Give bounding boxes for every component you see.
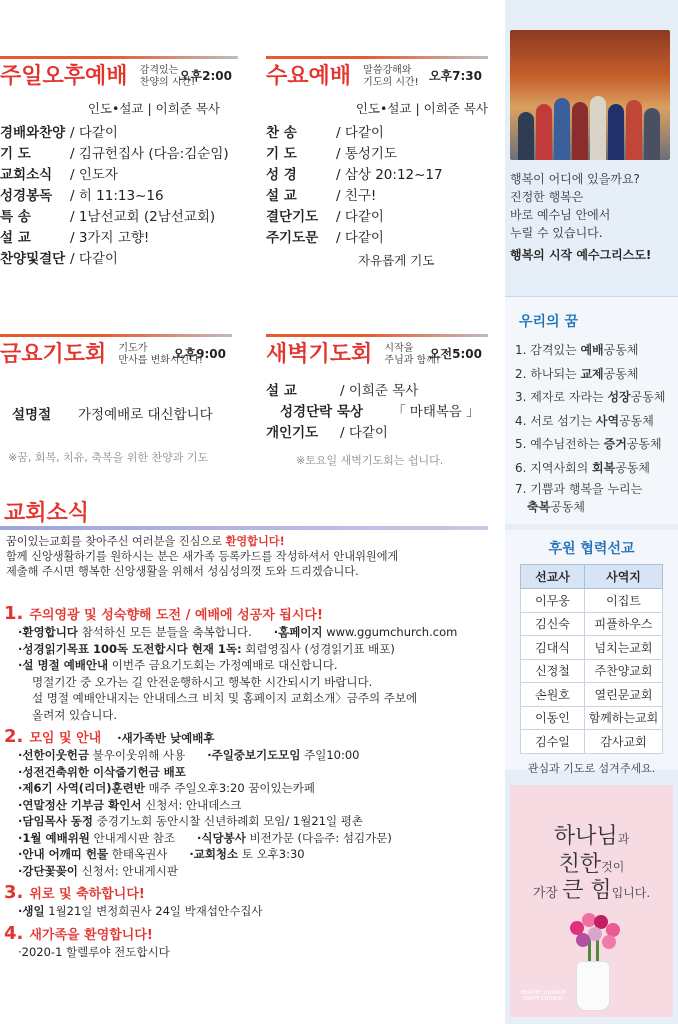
wednesday-subtitle-line1: 말씀강해와 (363, 65, 412, 76)
card-word-with: 과 (617, 832, 630, 846)
sunday-order-row (0, 228, 238, 249)
card-word-god: 하나님 (553, 824, 618, 849)
dawn-order-row (266, 402, 488, 423)
sunday-title: 주일오후예배 (0, 64, 128, 89)
dream-item-prefix: 6. 지역사회의 (515, 460, 593, 475)
sunday-order-row (0, 123, 238, 144)
dream-item-keyword: 사역 (595, 413, 620, 428)
our-dream-box (505, 296, 678, 524)
news-item-extra: ·새가족반 낮예배후 (117, 731, 215, 745)
missionary-name: 손원호 (521, 683, 585, 707)
mission-table-header (521, 565, 663, 589)
news-line (4, 624, 502, 641)
news-item-title: 새가족을 환영합니다! (29, 927, 153, 943)
news-line-label-2: ·주일중보기도모임 (207, 748, 301, 762)
sunday-subtitle-line1: 감격있는 (139, 65, 179, 76)
mission-location: 감사교회 (585, 730, 663, 754)
card-word-is: 입니다. (611, 886, 651, 900)
sunday-order-key: 성경봉독 (0, 188, 53, 204)
dream-item (505, 433, 678, 457)
sunday-leader: 인도•설교 | 이희준 목사 (87, 101, 220, 116)
dream-item (505, 339, 678, 363)
dawn-order-value: / 다같이 (340, 425, 388, 441)
mission-title: 후원 협력선교 (548, 541, 635, 557)
wednesday-order-row (266, 228, 488, 249)
welcome-line3: 제출해 주시면 행복한 신앙생활을 위해서 성심성의껏 도와 드리겠습니다. (6, 565, 359, 578)
dream-item (505, 457, 678, 481)
missionary-name: 김대식 (521, 636, 585, 660)
news-line-text: 한태옥권사 (108, 847, 168, 861)
friday-subtitle-line2: 만사를 변화시킨다! (118, 355, 203, 366)
friday-note: ※꿈, 회복, 치유, 축복을 위한 찬양과 기도 (8, 451, 209, 464)
dream-item-suffix: 공동체 (603, 366, 639, 381)
missionary-name: 김수일 (521, 730, 585, 754)
news-header-bar (0, 526, 488, 530)
sunday-order-value: / 3가지 고향! (70, 230, 150, 246)
wednesday-subtitle-line2: 기도의 시간! (363, 77, 419, 88)
news-line (4, 813, 502, 830)
wednesday-order-row (266, 186, 488, 207)
dawn-subtitle-line2: 주님과 함께! (384, 355, 440, 366)
news-line (4, 797, 502, 814)
mission-footer: 관심과 기도로 섬겨주세요. (527, 761, 656, 775)
news-line-text: 참석하신 모든 분들을 축복합니다. (77, 625, 252, 639)
news-line-text: 신청서: 안내데스크 (141, 797, 242, 812)
sunday-order-value: / 히 11:13~16 (70, 188, 164, 204)
missionary-name: 신정철 (521, 659, 585, 683)
sunday-order-key: 기 도 (0, 146, 31, 162)
dream-item-keyword: 성장 (607, 390, 631, 404)
mission-row (521, 683, 663, 707)
sunday-order-value: / 다같이 (70, 125, 118, 141)
mission-row (521, 706, 663, 730)
news-line (4, 846, 502, 863)
news-line-label-2: ·식당봉사 (197, 830, 246, 845)
wednesday-order-row (266, 207, 488, 228)
mission-location: 함께하는교회 (585, 706, 663, 730)
sunday-header-bar (0, 56, 238, 59)
news-items (4, 600, 502, 960)
sunday-order-key: 찬양및결단 (0, 251, 66, 267)
news-item-heading (4, 923, 502, 944)
news-line (4, 747, 502, 764)
mission-location: 열린문교회 (585, 683, 663, 707)
news-line-label: ·1월 예배위원 (18, 830, 90, 845)
news-line-continued: 올려져 있습니다. (32, 707, 118, 722)
card-small-text (510, 990, 576, 1002)
mission-row (521, 612, 663, 636)
wednesday-order-value: / 친구! (336, 188, 377, 204)
news-line-text: 이번주 금요기도회는 가정예배로 대신합니다. (108, 658, 338, 672)
card-word-most: 가장 (532, 886, 563, 901)
news-line-text: 안내게시판 참조 (89, 830, 175, 845)
missionary-name: 이동인 (521, 706, 585, 730)
dawn-order-value: / 이희준 목사 (340, 383, 419, 399)
dawn-time: 오전5:00 (428, 347, 482, 361)
card-small-line2: HAPPY CHURCH (523, 996, 563, 1002)
mission-location: 피플하우스 (585, 612, 663, 636)
sunday-order-row (0, 207, 238, 228)
happiness-bold: 행복의 시작 예수그리스도! (510, 248, 652, 262)
wednesday-order-row (266, 123, 488, 144)
dawn-subtitle-line1: 시작을 (384, 343, 414, 354)
dream-item-prefix: 1. 감격있는 (515, 343, 581, 357)
dream-item-keyword: 축복 (527, 500, 551, 514)
wednesday-service-section (266, 56, 488, 269)
dream-item-suffix: 공동체 (619, 413, 654, 428)
dream-item (505, 498, 678, 516)
wednesday-order-key: 기 도 (266, 146, 297, 162)
news-line-text: 매주 주일오후3:20 꿈이있는카페 (144, 781, 315, 795)
dawn-order-row (266, 381, 488, 402)
dream-item-keyword: 교제 (580, 366, 604, 381)
news-line-continued: 설 명절 예배안내지는 안내데스크 비치 및 홈페이지 교회소개〉금주의 주보에 (32, 691, 418, 705)
news-line-text: 중경기노회 동안시찰 신년하례회 모임/ 1월21일 평촌 (93, 814, 363, 828)
news-line-label: ·연말정산 기부금 확인서 (18, 797, 142, 812)
dream-title: 우리의 꿈 (519, 314, 578, 330)
wednesday-order-key: 성 경 (266, 167, 297, 183)
dream-item (505, 480, 678, 498)
mission-location: 넘치는교회 (585, 636, 663, 660)
vase-icon (576, 961, 610, 1011)
card-word-power: 큰 힘 (562, 878, 612, 903)
happiness-line2: 진정한 행복은 (510, 190, 584, 204)
welcome-text (6, 534, 496, 579)
news-line-text: 1월21일 변정희권사 24일 박재섭안수집사 (44, 904, 263, 918)
wednesday-order-value: / 다같이 (336, 125, 384, 141)
wednesday-order-row (266, 165, 488, 186)
news-line (4, 657, 502, 674)
news-line (4, 780, 502, 797)
dream-item (505, 386, 678, 410)
happiness-line1: 행복이 어디에 있을까요? (510, 172, 640, 186)
wednesday-order-value: / 다같이 (336, 209, 384, 225)
mission-row (521, 730, 663, 754)
dawn-order-key: 개인기도 (266, 425, 319, 441)
dawn-order-key: 성경단락 묵상 (280, 404, 363, 420)
sunday-order-row (0, 249, 238, 270)
news-item-title: 모임 및 안내 (29, 731, 102, 746)
news-item-heading (4, 882, 502, 903)
news-line (4, 830, 502, 847)
dream-item (505, 410, 678, 434)
welcome-line2: 함께 신앙생활하기를 원하시는 분은 새가족 등록카드를 작성하셔서 안내위원에게 (6, 550, 399, 563)
dream-item-keyword: 예배 (580, 343, 604, 357)
news-line-label-2: ·홈페이지 (273, 625, 323, 639)
card-word-close: 친한 (558, 852, 602, 877)
friday-row-key: 설명절 (12, 407, 52, 423)
dream-item-prefix: 3. 제자로 자라는 (515, 390, 608, 404)
dream-item-keyword: 증거 (603, 437, 627, 451)
dream-item-prefix: 4. 서로 섬기는 (515, 413, 596, 428)
dream-item-suffix: 공동체 (550, 500, 585, 514)
card-small-line1: HEALTHY CHURCH (520, 990, 566, 996)
news-line (4, 903, 502, 920)
news-line-label: ·성경읽기목표 100독 도전합시다 현재 1독: (18, 641, 242, 656)
sunday-order-value: / 다같이 (70, 251, 118, 267)
happiness-message (510, 170, 675, 264)
news-item-number: 1. (4, 603, 24, 624)
news-item-number: 3. (4, 882, 24, 903)
news-line-text-2: www.ggumchurch.com (322, 625, 458, 639)
happiness-line3: 바로 예수님 안에서 (510, 208, 611, 222)
sunday-order-value: / 인도자 (70, 167, 118, 183)
wednesday-order-key: 주기도문 (266, 230, 319, 246)
sunday-order-key: 특 송 (0, 209, 31, 225)
news-line-text: 불우이웃위해 사용 (89, 748, 186, 762)
wednesday-order-key: 결단기도 (266, 209, 319, 225)
mission-row (521, 636, 663, 660)
sunday-order-key: 교회소식 (0, 167, 53, 183)
dream-item-suffix: 공동체 (630, 390, 666, 404)
friday-time: 오후9:00 (172, 347, 226, 361)
missionary-name: 이무웅 (521, 589, 585, 613)
news-line-text-2: 주일10:00 (300, 748, 360, 762)
news-line-label: ·선한이웃헌금 (18, 748, 90, 762)
happiness-line4: 누릴 수 있습니다. (510, 226, 603, 240)
mission-table (520, 564, 663, 754)
mission-location: 주찬양교회 (585, 659, 663, 683)
friday-subtitle-line1: 기도가 (118, 343, 148, 354)
dream-item-prefix: 2. 하나되는 (515, 366, 581, 381)
card-word-being: 것이 (601, 860, 625, 874)
dawn-header-bar (266, 334, 488, 337)
news-item-heading (4, 603, 502, 624)
wednesday-free-prayer: 자유롭게 기도 (358, 253, 435, 268)
news-title: 교회소식 (4, 501, 90, 526)
sunday-service-section (0, 56, 238, 270)
sunday-order-key: 설 교 (0, 230, 31, 246)
wednesday-leader: 인도•설교 | 이희준 목사 (355, 101, 488, 116)
wednesday-order-key: 설 교 (266, 188, 297, 204)
dawn-order-key: 설 교 (266, 383, 297, 399)
news-item-heading (4, 726, 502, 747)
friday-row (0, 403, 232, 423)
welcome-highlight: 환영합니다! (225, 535, 285, 548)
sunday-order-key: 경배와찬양 (0, 125, 66, 141)
wednesday-order-key: 찬 송 (266, 125, 297, 141)
sunday-order-list (0, 123, 238, 270)
location-col-header: 사역지 (585, 565, 663, 589)
wednesday-title: 수요예배 (266, 64, 352, 89)
wednesday-order-value: / 삼상 20:12~17 (336, 167, 443, 183)
dream-item-suffix: 공동체 (615, 460, 651, 475)
news-line-label: ·생일 (18, 904, 45, 918)
mission-row (521, 589, 663, 613)
wednesday-order-row (266, 144, 488, 165)
news-line-label: ·환영합니다 (18, 625, 78, 639)
dream-item-keyword: 회복 (592, 460, 616, 475)
news-line-label: ·안내 어깨띠 헌물 (18, 847, 109, 861)
sidebar (505, 0, 678, 1024)
news-line-text: ·2020-1 할렐루야 전도합시다 (18, 944, 170, 959)
news-line (4, 944, 502, 961)
sunday-subtitle-line2: 찬양의 시간! (139, 77, 196, 88)
news-line (4, 764, 502, 781)
news-line-label-2: ·교회청소 (189, 847, 239, 861)
friday-title: 금요기도회 (0, 342, 107, 367)
news-item-title: 위로 및 축하합니다! (29, 887, 145, 902)
dream-item-prefix: 5. 예수님전하는 (515, 437, 604, 451)
news-line-text-2: 비전가문 (다음주: 섬김가문) (245, 830, 392, 845)
dawn-prayer-section (266, 334, 488, 468)
news-line (4, 641, 502, 658)
missionary-col-header: 선교사 (521, 565, 585, 589)
news-item-number: 2. (4, 726, 24, 747)
dawn-order-list (266, 381, 488, 444)
card-line1 (510, 819, 673, 850)
wednesday-time: 오후7:30 (428, 69, 482, 83)
sunday-order-row (0, 186, 238, 207)
news-line (4, 863, 502, 880)
mission-location: 이집트 (585, 589, 663, 613)
news-line-label: ·담임목사 동정 (18, 814, 94, 828)
dawn-order-value: 「 마태복음 」 (392, 404, 480, 420)
message-card (510, 785, 673, 1017)
mission-row (521, 659, 663, 683)
news-line-text-2: 토 오후3:30 (238, 847, 305, 861)
news-item-number: 4. (4, 922, 24, 944)
dream-item (505, 363, 678, 387)
news-line-label: ·강단꽃꽂이 (18, 863, 78, 878)
wednesday-header-bar (266, 56, 488, 59)
news-line-label: ·성전건축위한 이삭줍기헌금 배포 (18, 764, 186, 779)
friday-header-bar (0, 334, 232, 337)
dawn-order-row (266, 423, 488, 444)
sunday-time: 오후2:00 (178, 69, 232, 83)
dream-list (505, 339, 678, 516)
news-line-text: 회렴영집사 (성경읽기표 배포) (241, 641, 395, 656)
card-line3 (510, 873, 673, 904)
dawn-note: ※토요일 새벽기도회는 쉽니다. (296, 454, 444, 467)
sunday-order-value: / 김규헌집사 (다음:김순임) (70, 146, 229, 162)
dawn-title: 새벽기도회 (266, 342, 373, 367)
news-item-title: 주의영광 및 성숙향해 도전 / 예배에 성공자 됩시다! (29, 608, 323, 623)
mission-box (505, 530, 678, 775)
congregation-photo (510, 30, 670, 160)
news-line-continued: 명절기간 중 오가는 길 안전운행하시고 행복한 시간되시기 바랍니다. (32, 674, 373, 689)
welcome-line1: 꿈이있는교회를 찾아주신 여러분을 진심으로 (6, 535, 226, 548)
friday-row-value: 가정예배로 대신합니다 (78, 407, 213, 423)
sunday-order-value: / 1남선교회 (2남선교회) (70, 209, 216, 225)
news-line-label: ·제6기 사역(리더)훈련반 (18, 781, 145, 795)
wednesday-subtitle (363, 65, 419, 89)
dream-item-prefix: 7. 기쁨과 행복을 누리는 (515, 482, 643, 496)
dream-item-suffix: 공동체 (603, 343, 639, 357)
sunday-order-row (0, 165, 238, 186)
sunday-order-row (0, 144, 238, 165)
missionary-name: 김신숙 (521, 612, 585, 636)
wednesday-order-value: / 다같이 (336, 230, 384, 246)
friday-prayer-section (0, 334, 232, 465)
news-line-text: 신청서: 안내게시판 (77, 863, 178, 878)
wednesday-order-value: / 통성기도 (336, 146, 398, 162)
news-line-label: ·설 명절 예배안내 (18, 658, 109, 672)
dream-item-suffix: 공동체 (626, 437, 662, 451)
wednesday-order-list (266, 123, 488, 249)
